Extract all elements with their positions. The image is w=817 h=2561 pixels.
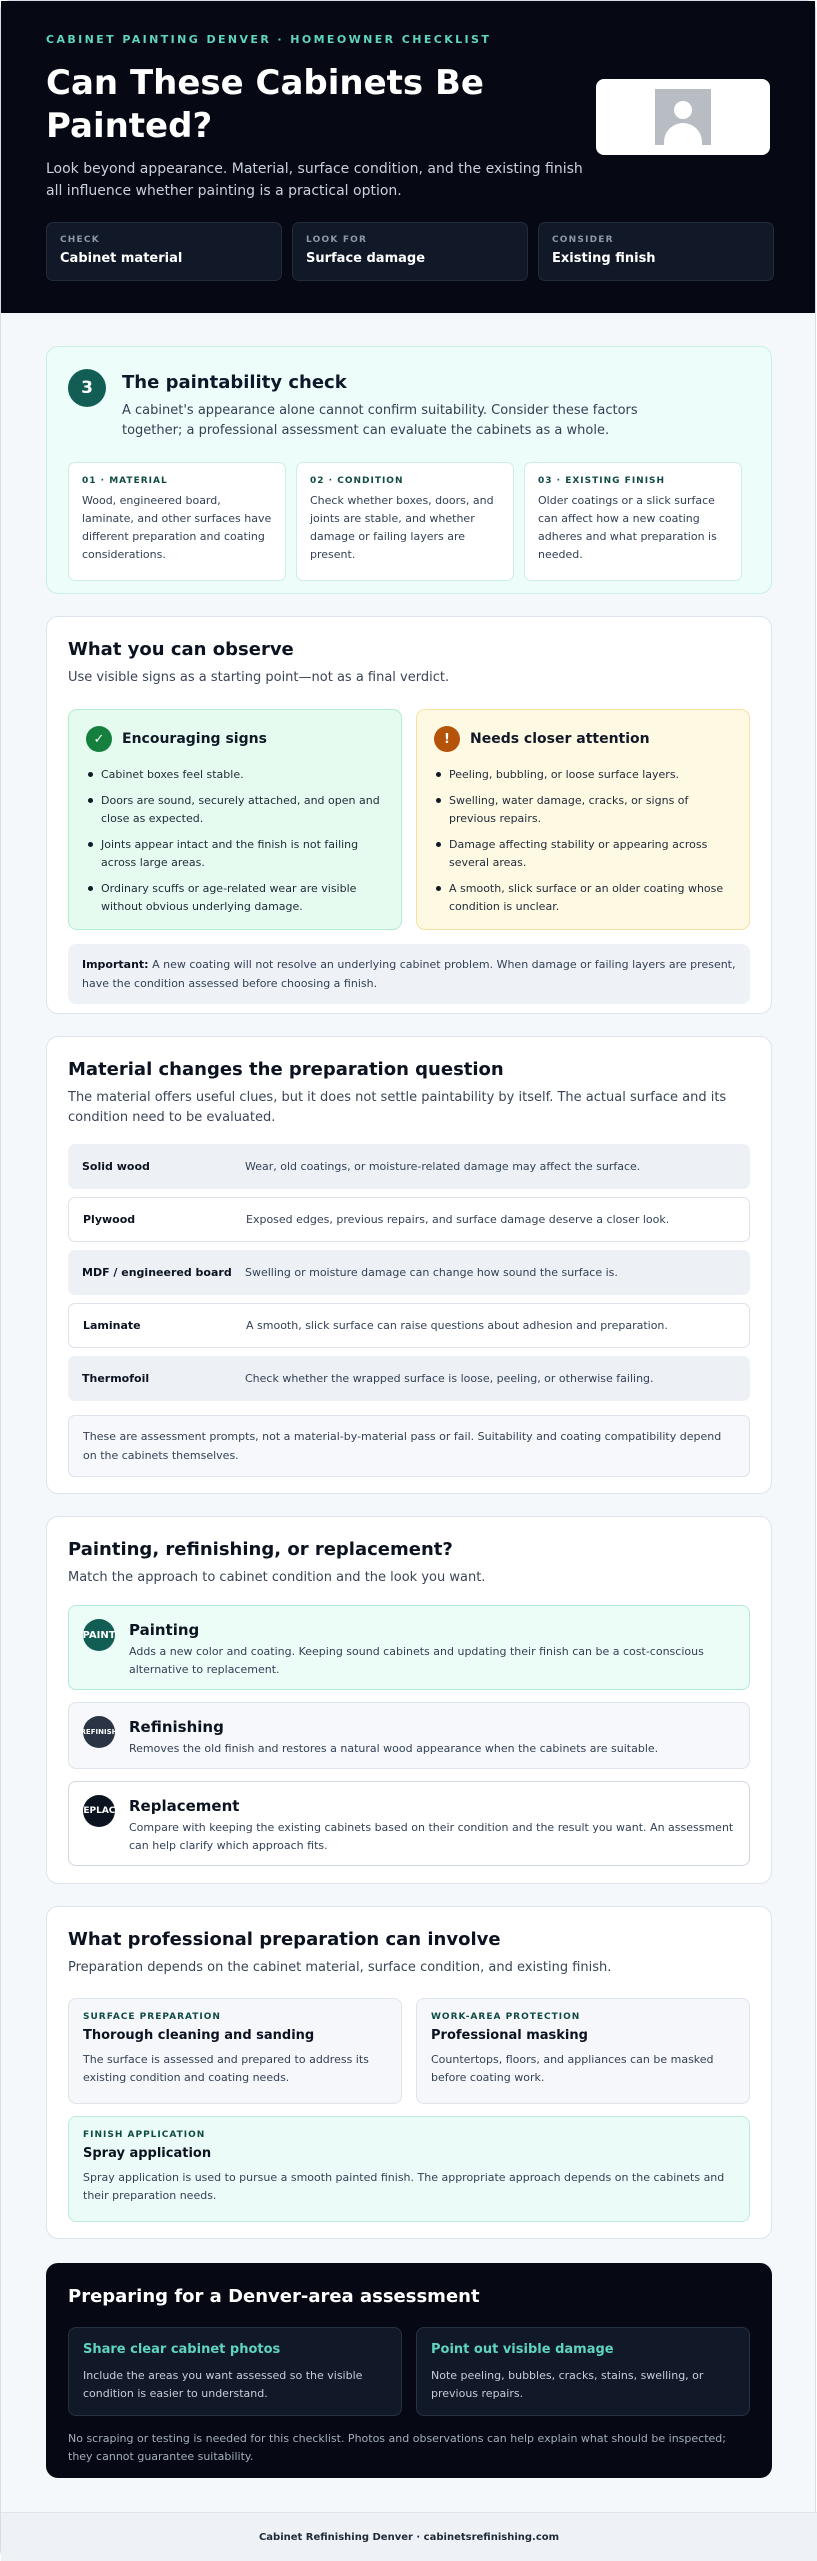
factor-text: Check whether boxes, doors, and joints are stable, and whether damage or failing layers are present.	[310, 494, 494, 561]
option-text: Adds a new color and coating. Keeping sound cabinets and updating their finish can be a cost-conscious alternative to replacement.	[129, 1645, 704, 1676]
needs-attention-panel	[416, 709, 750, 930]
refinish-badge-icon: REFINISH	[83, 1716, 115, 1748]
prep-text: Countertops, floors, and appliances can be masked before coating work.	[431, 2053, 714, 2084]
assessment-card-photos	[68, 2327, 402, 2416]
material-row	[68, 1250, 750, 1295]
list-item: Damage affecting stability or appearing across several areas.	[434, 836, 732, 872]
hero-cards	[46, 222, 774, 281]
hero-card-label: CONSIDER	[552, 235, 614, 245]
assessment-card-title: Share clear cabinet photos	[83, 2342, 281, 2357]
factor-text: Older coatings or a slick surface can affect how a new coating adheres and what preparation is needed.	[538, 494, 717, 561]
list-item: Doors are sound, securely attached, and open and close as expected.	[86, 792, 384, 828]
factor-text: Wood, engineered board, laminate, and other surfaces have different preparation and coating considerations.	[82, 494, 272, 561]
prep-text: Spray application is used to pursue a smooth painted finish. The appropriate approach depends on the cabinets and their preparation needs.	[83, 2171, 725, 2202]
assessment-section	[46, 2263, 772, 2478]
prep-card-surface	[68, 1998, 402, 2104]
hero-card-consider	[538, 222, 774, 281]
hero-card-value: Existing finish	[552, 251, 656, 266]
prep-label: WORK-AREA PROTECTION	[431, 2012, 581, 2022]
prep-card-finish	[68, 2116, 750, 2222]
image-placeholder-icon	[655, 89, 711, 145]
hero-card-check	[46, 222, 282, 281]
hero-card-label: CHECK	[60, 235, 100, 245]
section-title: What you can observe	[68, 639, 294, 660]
factor-card-condition	[296, 462, 514, 581]
list-item: Peeling, bubbling, or loose surface layers.	[434, 766, 732, 784]
note-label: Important:	[82, 958, 149, 971]
prep-label: FINISH APPLICATION	[83, 2130, 206, 2140]
option-title: Refinishing	[129, 1718, 224, 1736]
material-name: Plywood	[83, 1213, 136, 1226]
section-subtitle: The material offers useful clues, but it does not settle paintability by itself. The actual surface and its condition need to be evaluated.	[68, 1090, 727, 1125]
observe-section	[46, 616, 772, 1014]
section-subtitle: Preparation depends on the cabinet material, surface condition, and existing finish.	[68, 1960, 612, 1975]
material-row	[68, 1144, 750, 1189]
material-text: A smooth, slick surface can raise questions about adhesion and preparation.	[246, 1319, 668, 1332]
warning-icon: !	[434, 726, 460, 752]
prep-card-protection	[416, 1998, 750, 2104]
assessment-card-text: Include the areas you want assessed so the visible condition is easier to understand.	[83, 2369, 363, 2400]
prep-text: The surface is assessed and prepared to address its existing condition and coating needs.	[83, 2053, 369, 2084]
paintability-check-section	[46, 346, 772, 594]
material-text: Wear, old coatings, or moisture-related damage may affect the surface.	[245, 1160, 641, 1173]
factor-label: 01 · MATERIAL	[82, 476, 168, 486]
material-row	[68, 1303, 750, 1348]
section-title: What professional preparation can involve	[68, 1929, 501, 1950]
material-name: MDF / engineered board	[82, 1266, 232, 1279]
paint-badge-icon: PAINT	[83, 1619, 115, 1651]
material-row	[68, 1197, 750, 1242]
options-section	[46, 1516, 772, 1884]
factor-label: 03 · EXISTING FINISH	[538, 476, 666, 486]
factor-card-material	[68, 462, 286, 581]
assessment-card-title: Point out visible damage	[431, 2342, 614, 2357]
prep-label: SURFACE PREPARATION	[83, 2012, 221, 2022]
section-title: Preparing for a Denver-area assessment	[68, 2286, 480, 2307]
footer	[1, 2512, 817, 2561]
hero	[1, 1, 815, 313]
hero-image	[596, 79, 770, 155]
page-title: Can These Cabinets Be Painted?	[46, 63, 484, 146]
section-title: Material changes the preparation question	[68, 1059, 504, 1080]
hero-card-label: LOOK FOR	[306, 235, 368, 245]
hero-subtitle: Look beyond appearance. Material, surface condition, and the existing finish all influence whether painting is a practical option.	[46, 161, 583, 199]
assessment-card-text: Note peeling, bubbles, cracks, stains, swelling, or previous repairs.	[431, 2369, 704, 2400]
encouraging-signs-panel	[68, 709, 402, 930]
option-text: Compare with keeping the existing cabinets based on their condition and the result you want. An assessment can help clarify which approach fits.	[129, 1821, 734, 1852]
material-note: These are assessment prompts, not a material-by-material pass or fail. Suitability and coating compatibility depend on the cabinets themselves.	[68, 1415, 750, 1477]
material-row	[68, 1356, 750, 1401]
step-number-badge: 3	[68, 369, 106, 407]
material-section	[46, 1036, 772, 1494]
panel-title: Needs closer attention	[470, 731, 650, 747]
material-name: Solid wood	[82, 1160, 150, 1173]
prep-title: Professional masking	[431, 2028, 588, 2043]
material-name: Thermofoil	[82, 1372, 150, 1385]
important-note	[68, 944, 750, 1004]
section-title: The paintability check	[122, 372, 347, 393]
option-replacement	[68, 1781, 750, 1866]
material-text: Check whether the wrapped surface is loose, peeling, or otherwise failing.	[245, 1372, 654, 1385]
panel-title: Encouraging signs	[122, 731, 267, 747]
prep-title: Spray application	[83, 2146, 212, 2161]
note-text: A new coating will not resolve an underlying cabinet problem. When damage or failing layers are present, have the condition assessed before choosing a finish.	[82, 958, 736, 990]
hero-card-value: Cabinet material	[60, 251, 183, 266]
prep-title: Thorough cleaning and sanding	[83, 2028, 315, 2043]
list-item: Swelling, water damage, cracks, or signs of previous repairs.	[434, 792, 732, 828]
assessment-card-damage	[416, 2327, 750, 2416]
material-text: Exposed edges, previous repairs, and surface damage deserve a closer look.	[246, 1213, 670, 1226]
hero-eyebrow: CABINET PAINTING DENVER · HOMEOWNER CHECKLIST	[46, 33, 492, 46]
option-refinishing	[68, 1702, 750, 1769]
section-description: A cabinet's appearance alone cannot confirm suitability. Consider these factors together; a professional assessment can evaluate the cabinets as a whole.	[122, 403, 638, 438]
option-title: Replacement	[129, 1797, 240, 1815]
list-item: Ordinary scuffs or age-related wear are visible without obvious underlying damage.	[86, 880, 384, 916]
replace-badge-icon: REPLACE	[83, 1795, 115, 1827]
hero-card-look-for	[292, 222, 528, 281]
list-item: Joints appear intact and the finish is not failing across large areas.	[86, 836, 384, 872]
list-item: A smooth, slick surface or an older coating whose condition is unclear.	[434, 880, 732, 916]
list-item: Cabinet boxes feel stable.	[86, 766, 384, 784]
footer-text: Cabinet Refinishing Denver · cabinetsrefinishing.com	[258, 2531, 560, 2543]
assessment-note: No scraping or testing is needed for this checklist. Photos and observations can help explain what should be inspected; they cannot guarantee suitability.	[68, 2432, 726, 2463]
option-text: Removes the old finish and restores a natural wood appearance when the cabinets are suitable.	[129, 1742, 659, 1755]
option-title: Painting	[129, 1621, 200, 1639]
option-painting	[68, 1605, 750, 1690]
check-icon: ✓	[86, 726, 112, 752]
material-name: Laminate	[83, 1319, 141, 1332]
preparation-section	[46, 1906, 772, 2239]
hero-card-value: Surface damage	[306, 251, 426, 266]
section-subtitle: Match the approach to cabinet condition and the look you want.	[68, 1570, 486, 1585]
factor-label: 02 · CONDITION	[310, 476, 404, 486]
factor-card-existing-finish	[524, 462, 742, 581]
material-list	[68, 1144, 750, 1401]
section-title: Painting, refinishing, or replacement?	[68, 1539, 453, 1560]
material-text: Swelling or moisture damage can change how sound the surface is.	[245, 1266, 618, 1279]
section-subtitle: Use visible signs as a starting point—not as a final verdict.	[68, 670, 450, 685]
